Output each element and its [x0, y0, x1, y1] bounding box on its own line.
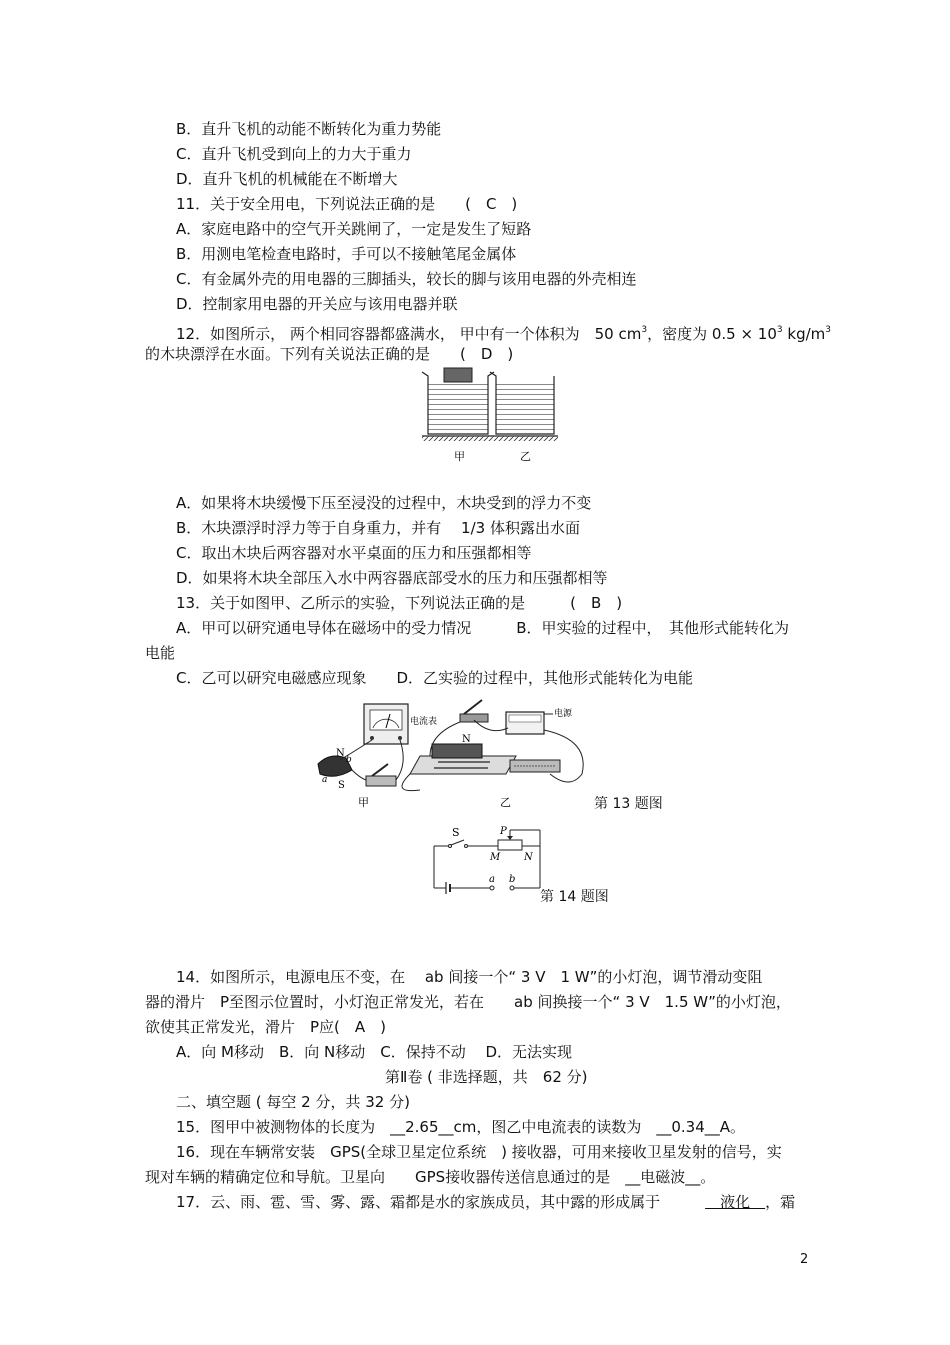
q16-line2	[145, 1167, 715, 1187]
q15-answer-1: __2.65__	[390, 1118, 454, 1136]
q14-stem-line2: 器的滑片 P至图示位置时，小灯泡正常发光，若在 ab 间换接一个“ 3 V 1.5 W”的小灯泡，	[145, 993, 791, 1011]
q13-options-ab: A．甲可以研究通电导体在磁场中的受力情况 B．甲实验的过程中， 其他形式能转化为	[176, 619, 790, 637]
q11-option-a: A．家庭电路中的空气开关跳闸了，一定是发生了短路	[176, 220, 532, 238]
figure-12-label-yi: 乙	[520, 450, 531, 463]
q12-exp-2: 3	[776, 325, 783, 335]
figure-13-a: a	[322, 775, 328, 785]
q16-answer: __电磁波__	[625, 1168, 701, 1186]
figure-13-label-yi: 乙	[500, 796, 511, 809]
figure-14-slider-p: P	[500, 826, 507, 837]
q15-text-3: A。	[719, 1118, 746, 1136]
fill-in-section-title: 二、填空题 ( 每空 2 分，共 32 分)	[176, 1093, 410, 1111]
figure-14-end-n: N	[524, 852, 533, 863]
q16-line1: 16．现在车辆常安装 GPS(全球卫星定位系统 ) 接收器，可用来接收卫星发射的信号，实	[176, 1143, 782, 1161]
figure-13-n-pole: N	[336, 748, 345, 759]
q10-option-c: C．直升飞机受到向上的力大于重力	[176, 145, 412, 163]
q14-options: A．向 M移动 B．向 N移动 C．保持不动 D．无法实现	[176, 1043, 573, 1061]
q11-option-d: D．控制家用电器的开关应与该用电器并联	[176, 295, 458, 313]
q12-stem-line2: 的木块漂浮在水面。下列有关说法正确的是 ( D )	[145, 345, 514, 363]
q14-stem: 14．如图所示，电源电压不变，在 ab 间接一个“ 3 V 1 W”的小灯泡，调节滑动变阻	[176, 968, 763, 986]
q14-stem-line3: 欲使其正常发光，滑片 P应( A )	[145, 1018, 387, 1036]
q12-stem	[176, 320, 831, 344]
figure-14-caption: 第 14 题图	[540, 889, 609, 905]
q12-option-b: B．木块漂浮时浮力等于自身重力，并有 1/3 体积露出水面	[176, 519, 580, 537]
q15-text-1: 15．图甲中被测物体的长度为	[176, 1118, 391, 1136]
figure-13-b: b	[346, 755, 352, 765]
q12-option-c: C．取出木块后两容器对水平桌面的压力和压强都相等	[176, 544, 532, 562]
figure-14-circuit	[428, 822, 544, 902]
q13-options-cd: C．乙可以研究电磁感应现象 D．乙实验的过程中，其他形式能转化为电能	[176, 669, 694, 687]
figure-13-label-jia: 甲	[358, 796, 369, 809]
q16-text: 现对车辆的精确定位和导航。卫星向 GPS接收器传送信息通过的是	[145, 1168, 626, 1186]
figure-13-power-label: 电源	[554, 709, 573, 719]
figure-13-s-pole: S	[338, 780, 345, 791]
q12-option-a: A．如果将木块缓慢下压至浸没的过程中，木块受到的浮力不变	[176, 494, 592, 512]
q13-options-ab-cont: 电能	[145, 644, 176, 662]
figure-12-containers	[418, 362, 558, 466]
q10-option-d: D．直升飞机的机械能在不断增大	[176, 170, 398, 188]
q12-exp-3: 3	[825, 325, 832, 335]
figure-14-terminal-b: b	[509, 874, 516, 885]
figure-14-end-m: M	[490, 852, 501, 863]
q17-text: 17．云、雨、雹、雪、雾、露、霜都是水的家族成员，其中露的形成属于	[176, 1193, 706, 1211]
q17-end: ，霜	[765, 1193, 796, 1211]
page-number: 2	[800, 1252, 809, 1267]
q12-exp-1: 3	[641, 325, 648, 335]
q15	[176, 1117, 745, 1137]
q11-option-c: C．有金属外壳的用电器的三脚插头，较长的脚与该用电器的外壳相连	[176, 270, 637, 288]
figure-12-label-jia: 甲	[454, 450, 465, 463]
q12-text-1: 12．如图所示， 两个相同容器都盛满水， 甲中有一个体积为 50 cm	[176, 325, 642, 343]
figure-14-switch-s: S	[452, 826, 460, 839]
q15-text-2: cm，图乙中电流表的读数为	[453, 1118, 657, 1136]
q11-stem: 11．关于安全用电，下列说法正确的是 ( C )	[176, 195, 518, 213]
q13-stem: 13．关于如图甲、乙所示的实验，下列说法正确的是 ( B )	[176, 594, 623, 612]
q12-option-d: D．如果将木块全部压入水中两容器底部受水的压力和压强都相等	[176, 569, 608, 587]
figure-13-n-pole-2: N	[462, 734, 471, 745]
figure-13-experiments	[310, 694, 600, 812]
figure-13-ammeter-label: 电流表	[410, 717, 438, 727]
q11-option-b: B．用测电笔检查电路时，手可以不接触笔尾金属体	[176, 245, 517, 263]
q12-text-2: ，密度为 0.5 × 10	[647, 325, 777, 343]
q15-answer-2: __0.34__	[656, 1118, 720, 1136]
section-2-title: 第Ⅱ卷 ( 非选择题，共 62 分)	[385, 1068, 588, 1086]
q17-line1	[176, 1192, 795, 1212]
q16-end: 。	[700, 1168, 716, 1186]
figure-13-caption: 第 13 题图	[594, 796, 663, 812]
q10-option-b: B．直升飞机的动能不断转化为重力势能	[176, 120, 442, 138]
q12-text-3: kg/m	[782, 325, 826, 343]
q17-answer: 液化	[705, 1193, 766, 1211]
figure-14-terminal-a: a	[489, 874, 495, 885]
